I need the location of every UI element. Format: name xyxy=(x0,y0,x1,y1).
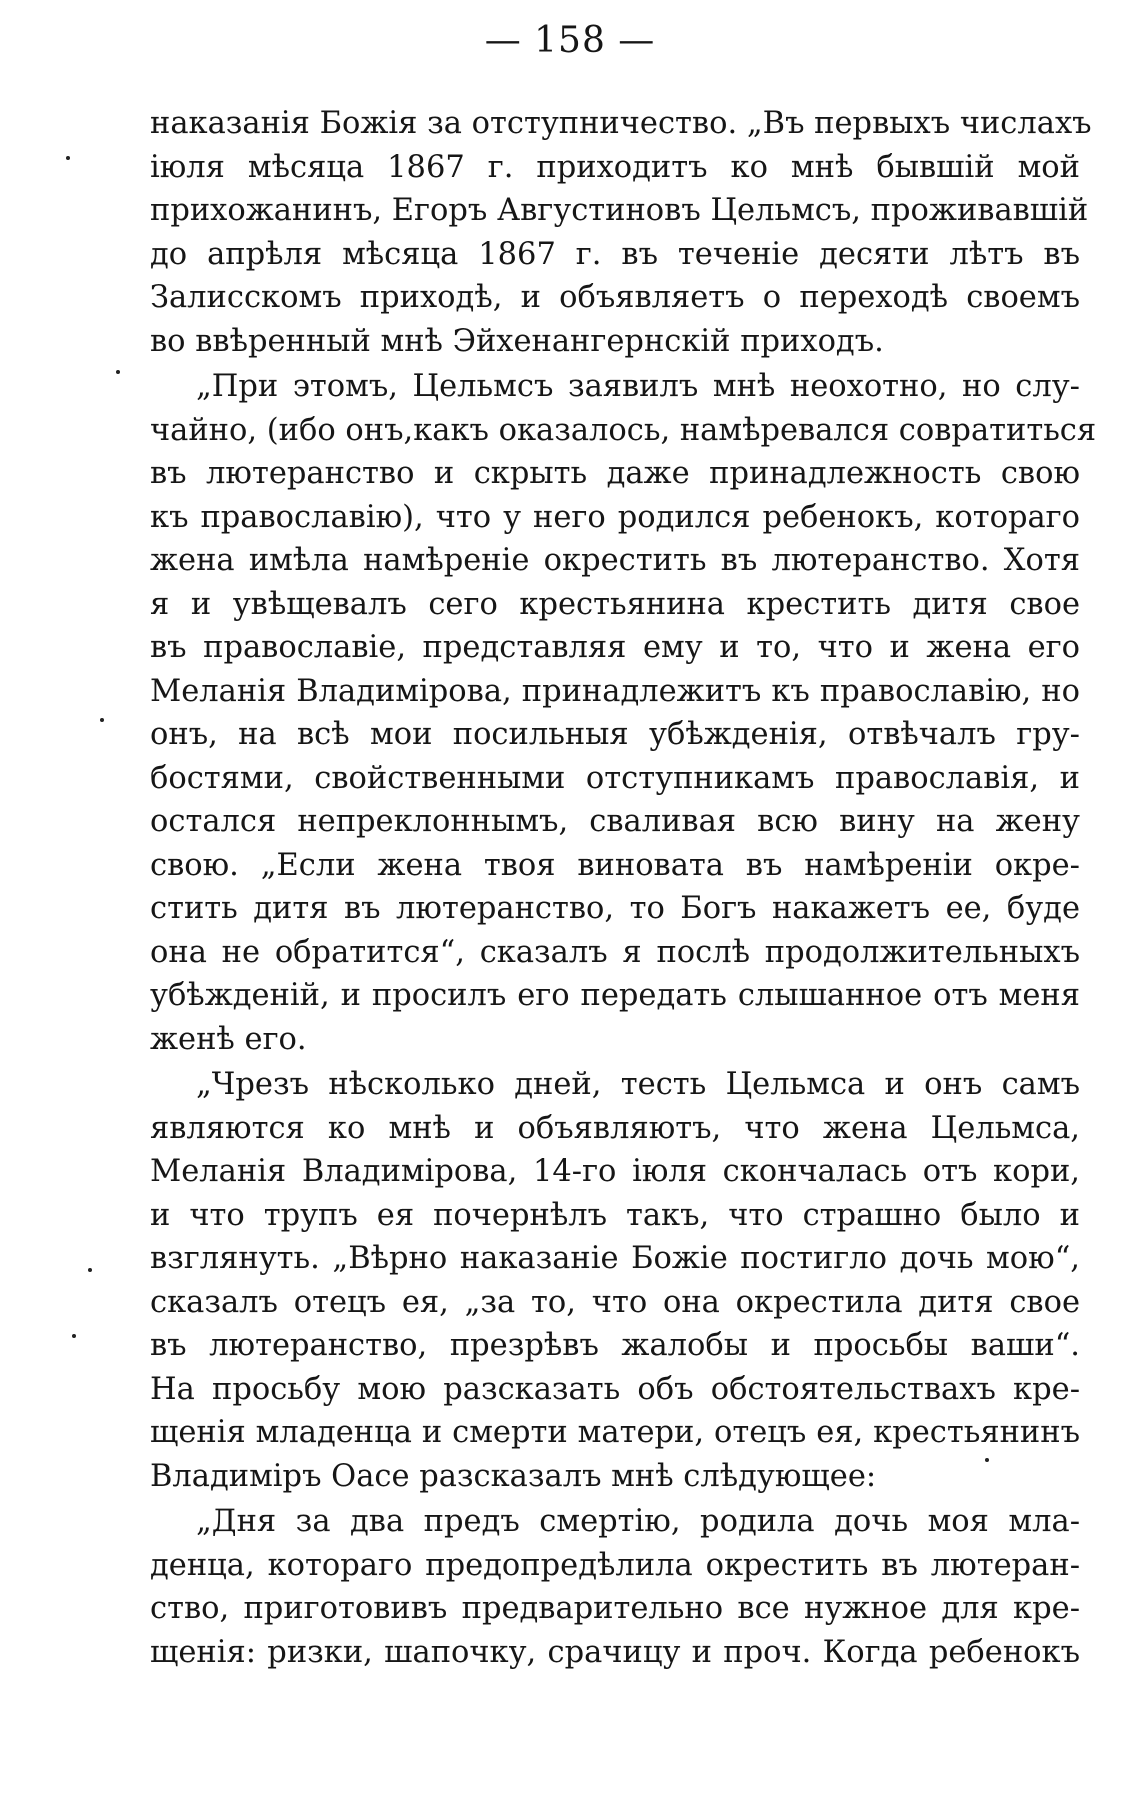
text-line: убѣжденій, и просилъ его передать слышанное отъ меня xyxy=(150,978,1080,1013)
text-line: наказанія Божія за отступничество. „Въ первыхъ числахъ xyxy=(150,106,1092,141)
text-line: іюля мѣсяца 1867 г. приходитъ ко мнѣ бывшій мой xyxy=(150,149,1080,185)
text-line: щенія: ризки, шапочку, срачицу и проч. Когда ребенокъ xyxy=(150,1634,1080,1670)
body-text xyxy=(150,102,1097,1674)
text-line: она не обратится“, сказалъ я послѣ продолжительныхъ xyxy=(150,934,1080,970)
text-line: онъ, на всѣ мои посильныя убѣжденія, отвѣчалъ гру- xyxy=(150,717,1080,752)
text-line: „Дня за два предъ смертію, родила дочь моя мла- xyxy=(196,1504,1080,1539)
text-line: прихожанинъ, Егоръ Августиновъ Цельмсъ, проживавшій xyxy=(150,193,1089,228)
scan-speck xyxy=(72,1334,76,1338)
text-line: Меланія Владимірова, 14-го іюля скончалась отъ кори, xyxy=(150,1154,1080,1189)
text-line: и что трупъ ея почернѣлъ такъ, что страшно было и xyxy=(150,1197,1080,1233)
scan-speck xyxy=(985,1458,989,1462)
scan-speck xyxy=(116,370,120,374)
text-line: взглянуть. „Вѣрно наказаніе Божіе постигло дочь мою“, xyxy=(150,1241,1080,1276)
paragraph-3 xyxy=(150,1063,1080,1498)
paragraph-4 xyxy=(150,1500,1080,1674)
text-line: „При этомъ, Цельмсъ заявилъ мнѣ неохотно, но слу- xyxy=(196,369,1080,404)
text-line: жена имѣла намѣреніе окрестить въ лютеранство. Хотя xyxy=(150,543,1080,578)
text-line: въ лютеранство и скрыть даже принадлежность свою xyxy=(150,456,1080,491)
text-line: „Чрезъ нѣсколько дней, тесть Цельмса и онъ самъ xyxy=(196,1067,1080,1102)
text-line: во ввѣренный мнѣ Эйхенангернскій приходъ. xyxy=(150,323,884,359)
text-line: свою. „Если жена твоя виновата въ намѣреніи окре- xyxy=(150,847,1080,883)
text-line: остался непреклоннымъ, сваливая всю вину на жену xyxy=(150,804,1080,839)
text-line: Владиміръ Оасе разсказалъ мнѣ слѣдующее: xyxy=(150,1458,877,1494)
text-line: ство, приготовивъ предварительно все нужное для кре- xyxy=(150,1591,1080,1626)
text-line: бостями, свойственными отступникамъ православія, и xyxy=(150,760,1080,796)
paragraph-1 xyxy=(150,102,1092,363)
text-line: сказалъ отецъ ея, „за то, что она окрестила дитя свое xyxy=(150,1284,1080,1320)
text-line: На просьбу мою разсказать объ обстоятельствахъ кре- xyxy=(150,1371,1080,1407)
paragraph-2 xyxy=(150,365,1097,1061)
text-line: являются ко мнѣ и объявляютъ, что жена Цельмса, xyxy=(150,1110,1080,1146)
text-line: Меланія Владимірова, принадлежитъ къ православію, но xyxy=(150,673,1080,709)
text-line: къ православію), что у него родился ребенокъ, котораго xyxy=(150,499,1080,535)
text-line: до апрѣля мѣсяца 1867 г. въ теченіе десяти лѣтъ въ xyxy=(150,236,1080,272)
text-line: женѣ его. xyxy=(150,1021,307,1057)
text-line: въ лютеранство, презрѣвъ жалобы и просьбы ваши“. xyxy=(150,1328,1080,1363)
scan-speck xyxy=(88,1268,92,1272)
scan-speck xyxy=(100,718,104,722)
text-line: щенія младенца и смерти матери, отецъ ея, крестьянинъ xyxy=(150,1415,1080,1450)
text-line: я и увѣщевалъ сего крестьянина крестить дитя свое xyxy=(150,586,1080,622)
page-number: — 158 — xyxy=(484,20,656,61)
text-line: стить дитя въ лютеранство, то Богъ накажетъ ее, буде xyxy=(150,891,1080,926)
text-line: денца, котораго предопредѣлила окрестить въ лютеран- xyxy=(150,1547,1080,1583)
text-line: въ православіе, представляя ему и то, что и жена его xyxy=(150,630,1080,665)
text-line: Залисскомъ приходѣ, и объявляетъ о переходѣ своемъ xyxy=(150,280,1080,315)
text-line: чайно, (ибо онъ,какъ оказалось, намѣревался совратиться xyxy=(150,412,1097,448)
scan-speck xyxy=(66,156,70,160)
